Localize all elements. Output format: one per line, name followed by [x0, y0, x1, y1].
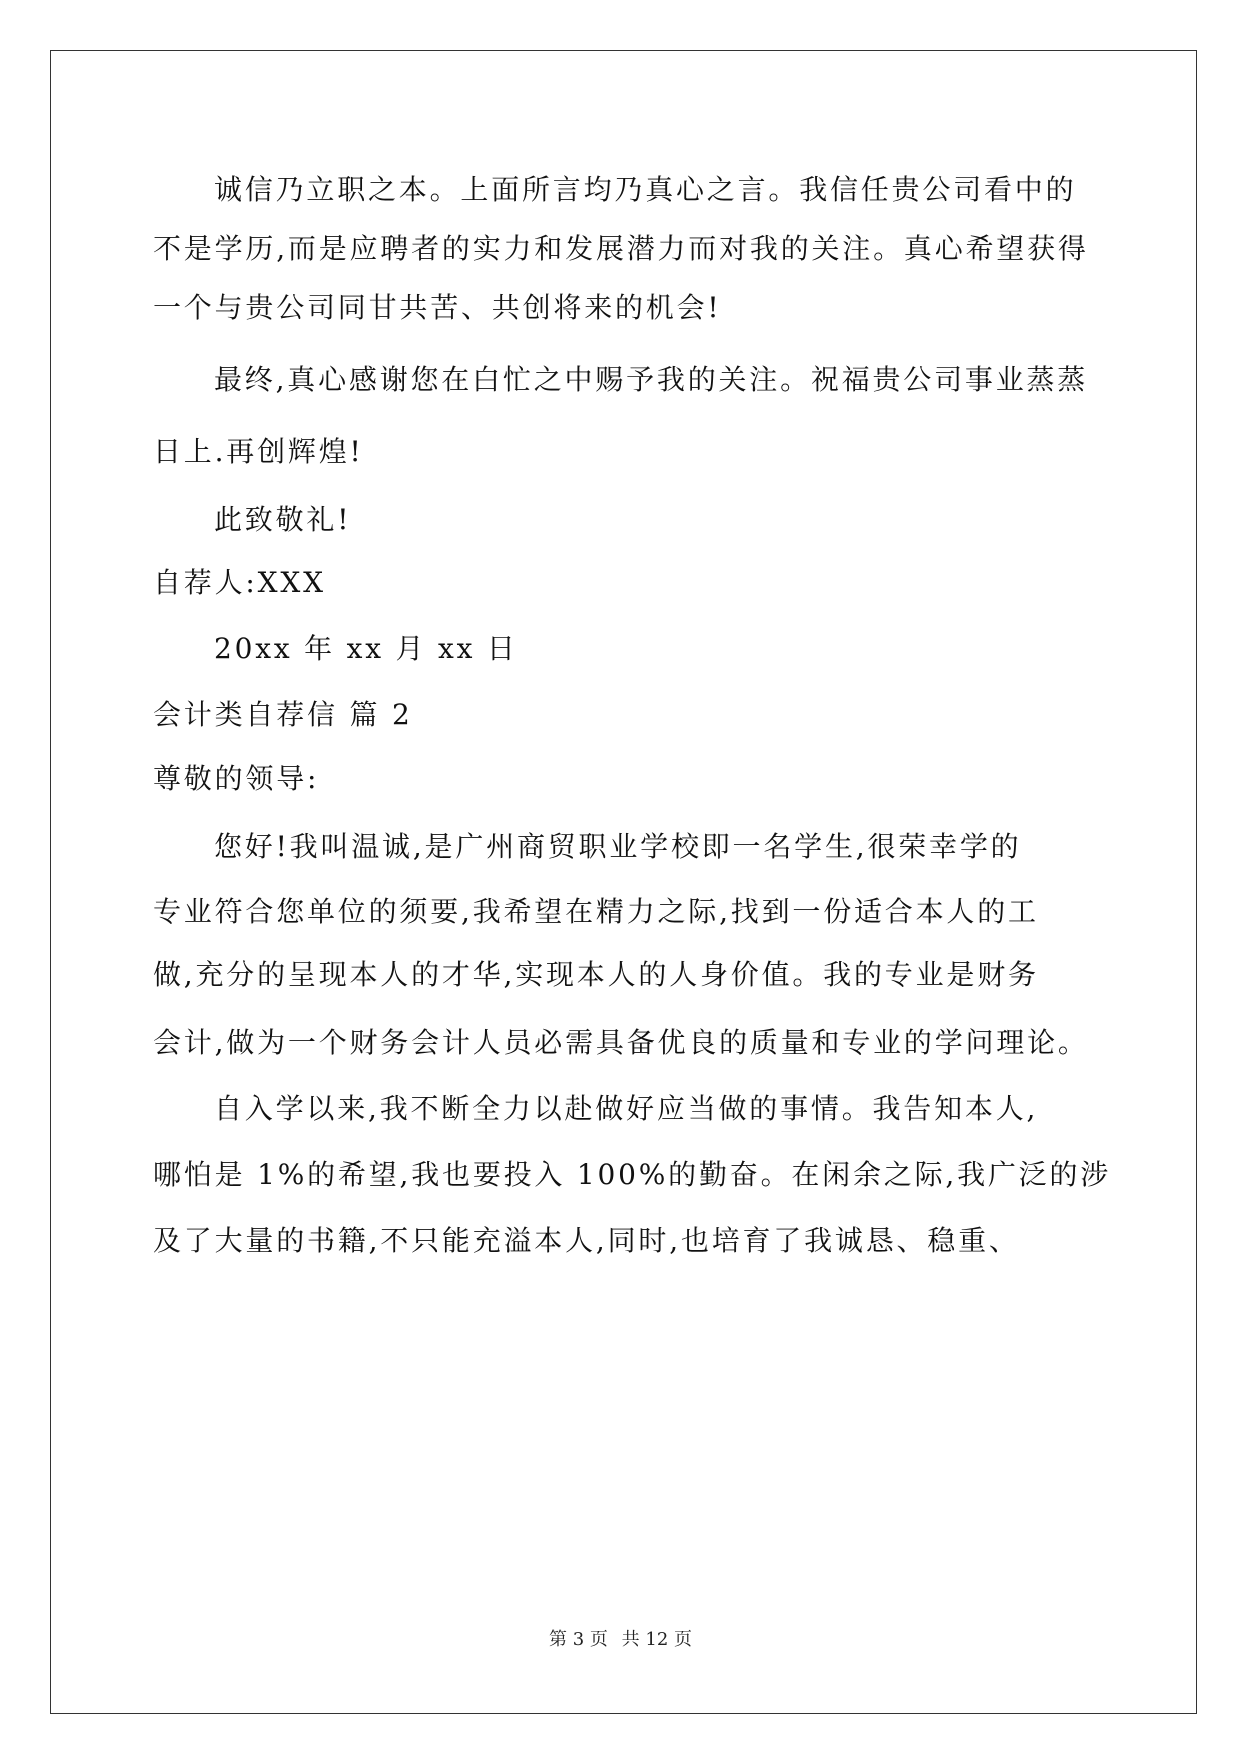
paragraph-line: 及了大量的书籍,不只能充溢本人,同时,也培育了我诚恳、稳重、	[153, 1224, 1020, 1257]
paragraph-line: 做,充分的呈现本人的才华,实现本人的人身价值。我的专业是财务	[153, 958, 1039, 991]
closing-salutation: 此致敬礼!	[214, 503, 352, 536]
paragraph-line: 诚信乃立职之本。上面所言均乃真心之言。我信任贵公司看中的	[214, 173, 1077, 206]
greeting-line: 尊敬的领导:	[153, 762, 320, 795]
section-heading: 会计类自荐信 篇 2	[153, 698, 413, 731]
paragraph-line: 专业符合您单位的须要,我希望在精力之际,找到一份适合本人的工	[153, 895, 1039, 928]
paragraph-line: 最终,真心感谢您在白忙之中赐予我的关注。祝福贵公司事业蒸蒸	[214, 363, 1089, 396]
date-line: 20xx 年 xx 月 xx 日	[214, 632, 518, 665]
paragraph-line: 哪怕是 1%的希望,我也要投入 100%的勤奋。在闲余之际,我广泛的涉	[153, 1158, 1112, 1191]
signature-line: 自荐人:XXX	[153, 566, 326, 599]
page-number-total: 共 12 页	[621, 1629, 692, 1650]
paragraph-line: 不是学历,而是应聘者的实力和发展潜力而对我的关注。真心希望获得	[153, 232, 1089, 265]
page-footer	[0, 1628, 1241, 1652]
paragraph-line: 自入学以来,我不断全力以赴做好应当做的事情。我告知本人,	[214, 1092, 1039, 1125]
page-number-current: 第 3 页	[549, 1629, 608, 1650]
paragraph-line: 您好!我叫温诚,是广州商贸职业学校即一名学生,很荣幸学的	[214, 830, 1022, 863]
paragraph-line: 会计,做为一个财务会计人员必需具备优良的质量和专业的学问理论。	[153, 1026, 1089, 1059]
paragraph-line: 一个与贵公司同甘共苦、共创将来的机会!	[153, 291, 722, 324]
paragraph-line: 日上.再创辉煌!	[153, 435, 364, 468]
